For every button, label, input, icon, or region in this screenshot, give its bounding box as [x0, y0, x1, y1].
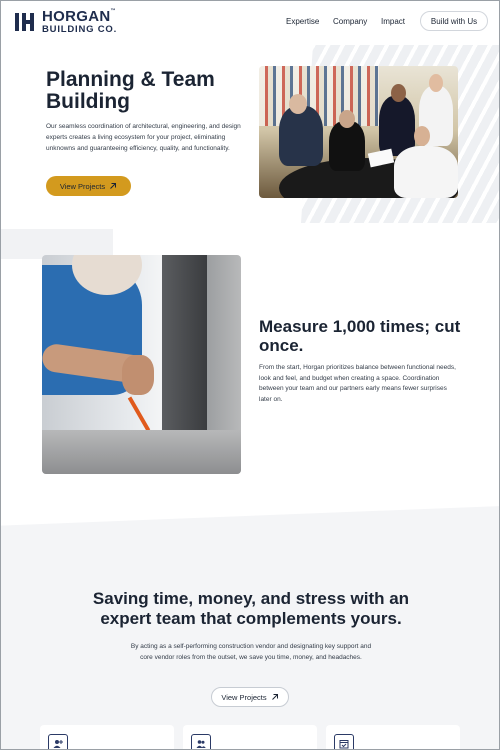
view-projects-button-secondary[interactable] — [211, 687, 289, 707]
build-with-us-button[interactable]: Build with Us — [420, 11, 488, 31]
feature-card — [40, 725, 174, 750]
company-logo[interactable] — [15, 9, 117, 35]
saving-section-description: By acting as a self-performing construction vendor and designating key support and core vendor roles from the outset, we save you time, money, and headaches. — [130, 643, 372, 661]
feature-card — [326, 725, 460, 750]
measure-section-description: From the start, Horgan prioritizes balance between functional needs, look and feel, and budget when creating a space. Coordination between your team and our partners early means fewer surprises later on. — [259, 364, 456, 403]
worker-measuring-photo — [42, 255, 241, 474]
nav-impact[interactable]: Impact — [381, 17, 406, 26]
users-icon — [191, 734, 211, 750]
user-plus-icon — [48, 734, 68, 750]
saving-section-title: Saving time, money, and stress with an expert team that complements yours. — [92, 589, 410, 628]
nav-company[interactable]: Company — [333, 17, 368, 26]
feature-card — [183, 725, 317, 750]
logo-subtitle: BUILDING CO. — [42, 24, 118, 35]
view-projects-label: View Projects — [59, 181, 106, 191]
arrow-up-right-icon — [271, 693, 279, 701]
hero-title: Planning & Team Building — [46, 68, 215, 113]
hero-description: Our seamless coordination of architectural, engineering, and design experts creates a living ecosystem for your project, eliminating unknowns and guaranteeing efficiency, quality, and functionality. — [46, 123, 241, 152]
nav-expertise[interactable]: Expertise — [286, 17, 320, 26]
view-projects-button[interactable] — [46, 176, 131, 196]
view-projects-label: View Projects — [221, 692, 267, 702]
logo-name: HORGAN™ — [42, 8, 116, 25]
logo-mark-icon — [15, 12, 39, 32]
calendar-check-icon — [334, 734, 354, 750]
team-meeting-photo — [259, 66, 458, 198]
measure-section-title: Measure 1,000 times; cut once. — [259, 317, 461, 355]
arrow-up-right-icon — [109, 182, 117, 190]
